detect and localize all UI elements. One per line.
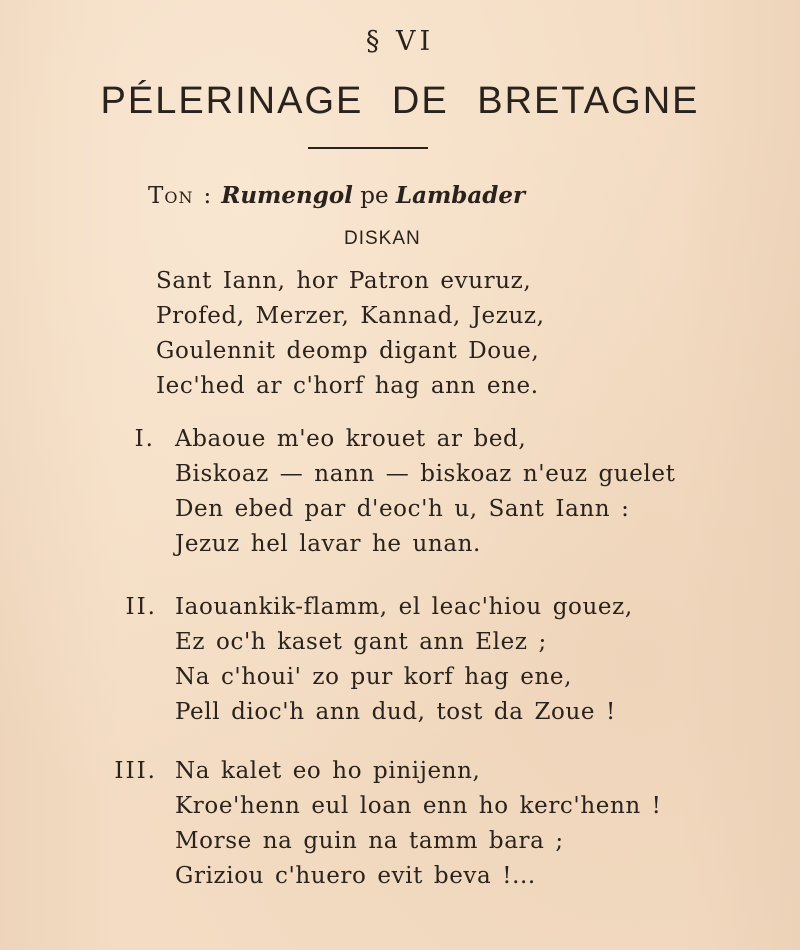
tune-name-first: Rumengol — [221, 182, 353, 209]
verse-line: Ez oc'h kaset gant ann Elez ; — [175, 629, 547, 655]
refrain-heading: DISKAN — [344, 228, 421, 249]
refrain-line: Iec'hed ar c'horf hag ann ene. — [156, 373, 539, 399]
verse-line: Na kalet eo ho pinijenn, — [175, 758, 481, 784]
verse-line: Den ebed par d'eoc'h u, Sant Iann : — [175, 496, 630, 522]
verse-line: Griziou c'huero evit beva !... — [175, 863, 536, 889]
tune-separator: : — [203, 183, 212, 209]
refrain-block — [156, 264, 545, 404]
verse-line: Iaouankik-flamm, el leac'hiou gouez, — [175, 594, 633, 620]
stanza-lines — [175, 754, 662, 894]
verse-line: Jezuz hel lavar he unan. — [175, 531, 481, 557]
verse-line: Abaoue m'eo krouet ar bed, — [175, 426, 527, 452]
stanza-lines — [175, 422, 675, 562]
refrain-line: Profed, Merzer, Kannad, Jezuz, — [156, 303, 545, 329]
tune-connector: pe — [360, 183, 389, 209]
stanza-lines — [175, 590, 633, 730]
verse-line: Na c'houi' zo pur korf hag ene, — [175, 664, 573, 690]
tune-name-second: Lambader — [395, 182, 526, 209]
verse-line: Pell dioc'h ann dud, tost da Zoue ! — [175, 699, 616, 725]
title-divider — [308, 147, 428, 149]
verse-line: Biskoaz — nann — biskoaz n'euz guelet — [175, 461, 676, 487]
section-number: § VI — [365, 26, 435, 57]
refrain-line: Goulennit deomp digant Doue, — [156, 338, 540, 364]
stanza-numeral: I. — [134, 426, 155, 452]
stanza-numeral: III. — [114, 758, 157, 784]
verse-line: Kroe'henn eul loan enn ho kerc'henn ! — [175, 793, 662, 819]
verse-line: Morse na guin na tamm bara ; — [175, 828, 564, 854]
page-title: PÉLERINAGE DE BRETAGNE — [100, 80, 700, 122]
stanza-numeral: II. — [125, 594, 157, 620]
refrain-line: Sant Iann, hor Patron evuruz, — [156, 268, 532, 294]
tune-label: Ton — [148, 183, 194, 209]
tune-line — [148, 182, 525, 209]
